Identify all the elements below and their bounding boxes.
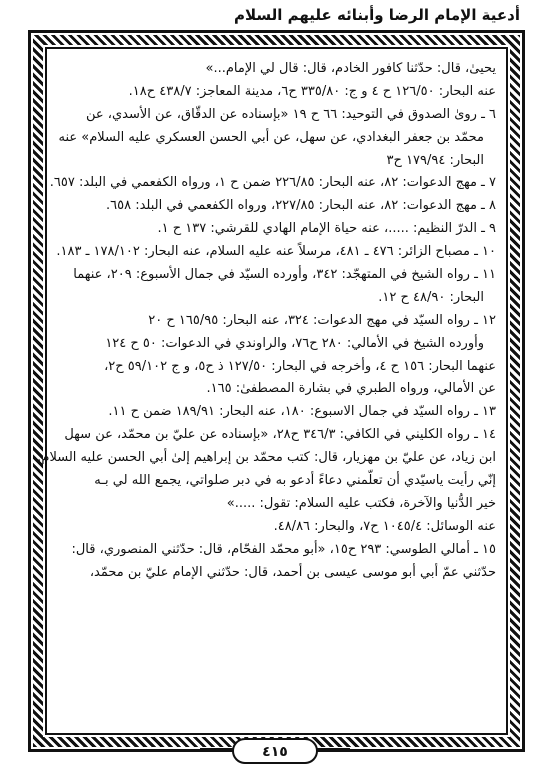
text-line: ١٢ ـ رواه السيّد في مهج الدعوات: ٣٢٤، عنه البحار: ١٦٥/٩٥ ح ٢٠ — [148, 312, 496, 328]
text-line: ٧ ـ مهج الدعوات: ٨٢، عنه البحار: ٢٢٦/٨٥ ضمن ح ١، ورواه الكفعمي في البلد: ٦٥٧. — [49, 175, 496, 191]
text-line: عنه الوسائل: ١٠٤٥/٤ ح٧، والبحار: ٤٨/٨٦. — [273, 518, 496, 534]
text-line: عنهما البحار: ١٥٦ ح ٤، وأخرجه في البحار: ١٢٧/٥٠ ذ ح٥، و ج ٥٩/١٠٢ ح٢، — [104, 358, 496, 374]
text-line: عنه البحار: ١٢٦/٥٠ ح ٤ و ج: ٣٣٥/٨٠ ح٦، مدينة المعاجز: ٤٣٨/٧ ح١٨. — [128, 83, 496, 99]
text-line: عن الأمالي، ورواه الطبري في بشارة المصطفىٰ: ١٦٥. — [206, 381, 496, 397]
text-line: البحار: ٤٨/٩٠ ح ١٢. — [378, 289, 484, 305]
text-line: ٨ ـ مهج الدعوات: ٨٢، عنه البحار: ٢٢٧/٨٥، ورواه الكفعمي في البلد: ٦٥٨. — [105, 198, 496, 214]
text-line: ١٤ ـ رواه الكليني في الكافي: ٣٤٦/٣ ح٢٨، «بإسناده عن عليّ بن محمّد، عن سهل — [64, 427, 496, 443]
text-line: حدّثني عمّ أبي أبو موسى عيسى بن أحمد، قال: حدّثني الإمام عليّ بن محمّد، — [89, 564, 496, 580]
text-line: محمّد بن جعفر البغدادي، عن سهل، عن أبي الحسن العسكري عليه السلام» عنه — [58, 129, 484, 145]
text-line: ٩ ـ الدرّ النظيم: .....، عنه حياة الإمام الهادي للقرشي: ١٣٧ ح ١. — [157, 221, 496, 237]
text-line: ٦ ـ رویٰ الصدوق في التوحيد: ٦٦ ح ١٩ «بإسناده عن الدقّاق، عن الأسدي، عن — [85, 106, 496, 122]
text-line: البحار: ١٧٩/٩٤ ح٣ — [386, 152, 484, 168]
running-header: أدعية الإمام الرضا وأبنائه عليهم السلام — [233, 6, 520, 24]
footnotes-text — [37, 58, 496, 720]
text-line: إنّي رأيت ياسيّدي أن تعلّمني دعاءً أدعو به في دبر صلواتي، يجمع الله لي بـه — [94, 473, 496, 489]
page-number: ٤١٥ — [232, 738, 318, 764]
text-line: ١٠ ـ مصباح الزائر: ٤٧٦ ـ ٤٨١، مرسلاً عنه عليه السلام، عنه البحار: ١٧٨/١٠٢ ـ ١٨٣. — [56, 244, 496, 260]
text-line: وأورده الشيخ في الأمالي: ٢٨٠ ح٧٦، والراوندي في الدعوات: ٥٠ ح ١٢٤ — [105, 335, 484, 351]
text-line: يحيىٰ، قال: حدّثنا كافور الخادم، قال: قال لي الإمام...» — [205, 61, 496, 76]
text-line: ١١ ـ رواه الشيخ في المتهجّد: ٣٤٢، وأورده السيّد في جمال الأسبوع: ٢٠٩، عنهما — [73, 267, 496, 283]
text-line: ابن زياد، عن عليّ بن مهزيار، قال: كتب محمّد بن إبراهيم إلىٰ أبي الحسن عليه السلام: — [37, 450, 496, 466]
text-line: ١٣ ـ رواه السيّد في جمال الاسبوع: ١٨٠، عنه البحار: ١٨٩/٩١ ضمن ح ١١. — [108, 404, 496, 420]
text-line: خير الدُّنيا والآخرة، فكتب عليه السلام: تقول: .....» — [226, 495, 496, 511]
text-line: ١٥ ـ أمالي الطوسي: ٢٩٣ ح١٥، «أبو محمّد الفحّام، قال: حدّثني المنصوري، قال: — [71, 541, 496, 557]
